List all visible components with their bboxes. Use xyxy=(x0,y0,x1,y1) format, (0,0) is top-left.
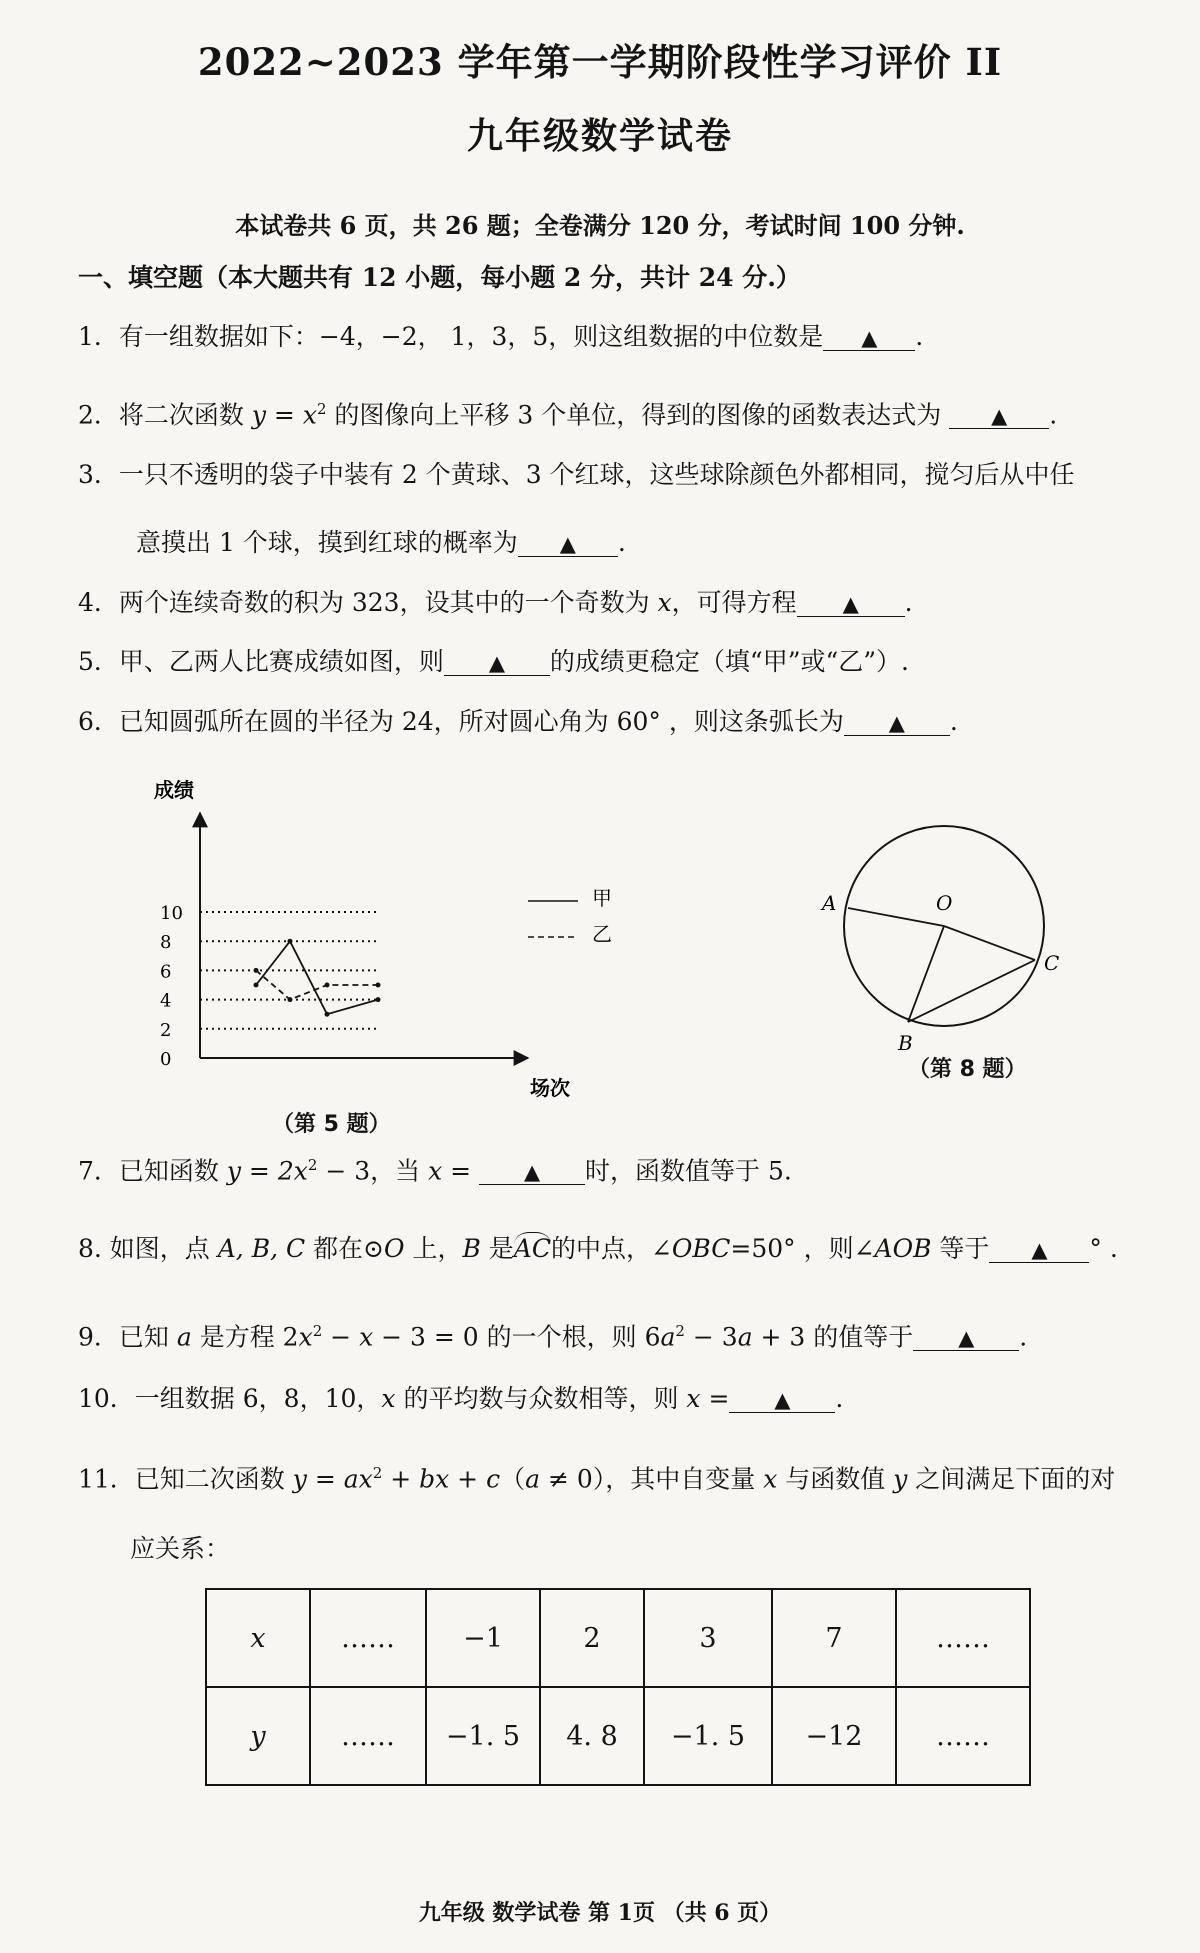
question-text: =50° ，则∠ xyxy=(730,1234,875,1263)
segment-ao xyxy=(848,908,944,926)
answer-blank xyxy=(479,1154,585,1185)
segment-oc xyxy=(944,926,1035,960)
answer-blank xyxy=(989,1232,1089,1263)
question-text: 应关系： xyxy=(130,1534,231,1563)
point-c: C xyxy=(1044,951,1060,975)
question-text: 4．两个连续奇数的积为 323，设其中的一个奇数为 xyxy=(78,588,658,617)
exam-subtitle: 九年级数学试卷 xyxy=(466,115,733,157)
y-tick-label: 0 xyxy=(160,1049,172,1070)
question-text: 2．将二次函数 xyxy=(78,400,252,430)
table-row-y xyxy=(206,1687,1030,1785)
question-text: 8. 如图，点 xyxy=(78,1234,218,1263)
question-text: − 3，当 xyxy=(317,1156,429,1186)
question-text: 是方程 2 xyxy=(191,1322,299,1352)
question-text: . xyxy=(617,528,626,557)
question-1 xyxy=(78,320,923,354)
question-7 xyxy=(78,1148,792,1188)
table-cell: …… xyxy=(896,1687,1030,1785)
question-text: ≠ 0），其中自变量 xyxy=(540,1464,764,1494)
table-cell: 2 xyxy=(540,1589,644,1687)
question-text: 的图像向上平移 3 个单位，得到的图像的函数表达式为 xyxy=(326,400,950,430)
series-line xyxy=(256,941,378,1014)
y-tick-label: 6 xyxy=(160,961,172,983)
table-cell: …… xyxy=(896,1589,1030,1687)
table-cell: y xyxy=(206,1687,310,1785)
answer-mark: ▲ xyxy=(888,711,905,735)
y-tick-label: 4 xyxy=(160,990,172,1012)
question-text: 时，函数值等于 5. xyxy=(585,1156,792,1186)
page-footer: 九年级 数学试卷 第 1页 （共 6 页） xyxy=(418,1900,782,1926)
table-cell: …… xyxy=(310,1589,426,1687)
variable: x xyxy=(763,1464,778,1494)
answer-blank xyxy=(444,645,550,676)
variable: x xyxy=(359,1322,374,1352)
question-text: = xyxy=(700,1384,730,1413)
table-cell: −12 xyxy=(772,1687,896,1785)
y-tick-label: 8 xyxy=(160,932,172,954)
question-10 xyxy=(78,1382,843,1416)
question-text: 5．甲、乙两人比赛成绩如图，则 xyxy=(78,647,444,676)
math-expression: + bx + c xyxy=(382,1464,501,1494)
section-heading: 一、填空题（本大题共有 12 小题，每小题 2 分，共计 24 分.） xyxy=(78,263,801,292)
figure-8-caption: （第 8 题） xyxy=(908,1057,1027,1082)
question-text: = xyxy=(442,1156,480,1186)
variable: O xyxy=(384,1234,405,1263)
variable: y xyxy=(893,1464,908,1494)
figure-8-diagram xyxy=(800,800,1090,1060)
data-point xyxy=(325,983,330,988)
answer-blank xyxy=(949,398,1049,429)
variable: x xyxy=(381,1384,396,1413)
question-text: 6．已知圆弧所在圆的半径为 24，所对圆心角为 60° ，则这条弧长为 xyxy=(78,707,844,736)
table-cell: x xyxy=(206,1589,310,1687)
question-text: 等于 xyxy=(931,1234,990,1263)
table-cell: 7 xyxy=(772,1589,896,1687)
table-cell: −1 xyxy=(426,1589,540,1687)
math-expression: y = 2x xyxy=(226,1156,308,1186)
question-text: 7．已知函数 xyxy=(78,1156,227,1186)
data-point xyxy=(254,983,259,988)
question-text: . xyxy=(835,1384,844,1413)
table-row-x xyxy=(206,1589,1030,1687)
answer-mark: ▲ xyxy=(991,404,1008,429)
question-text: . xyxy=(949,707,958,736)
data-point xyxy=(288,997,293,1002)
question-text: 之间满足下面的对 xyxy=(907,1464,1116,1494)
math-expression: y = x xyxy=(251,400,317,430)
question-11 xyxy=(78,1456,1115,1496)
question-text: . xyxy=(1049,400,1058,430)
answer-blank xyxy=(797,586,905,617)
answer-blank xyxy=(844,705,950,736)
answer-blank xyxy=(913,1320,1019,1351)
question-8 xyxy=(78,1232,1118,1266)
answer-mark: ▲ xyxy=(842,592,859,616)
y-tick-label: 10 xyxy=(160,903,183,924)
question-text: 是 xyxy=(480,1234,514,1263)
question-4 xyxy=(78,586,913,620)
question-text: 的中点，∠ xyxy=(550,1234,672,1263)
variable: x xyxy=(428,1156,443,1186)
figure-5-chart xyxy=(140,775,612,1130)
question-text: 1．有一组数据如下：−4，−2， 1，3，5，则这组数据的中位数是 xyxy=(78,322,824,351)
question-text: . xyxy=(1019,1322,1028,1352)
xy-value-table xyxy=(205,1588,1031,1786)
question-text: （ xyxy=(500,1464,526,1494)
figure-5-caption: （第 5 题） xyxy=(272,1112,391,1137)
table-cell: 4. 8 xyxy=(540,1687,644,1785)
point-o: O xyxy=(936,891,953,915)
y-ticks xyxy=(160,903,380,1070)
question-3-continued xyxy=(136,526,626,560)
question-text: 11．已知二次函数 xyxy=(78,1464,293,1494)
answer-mark: ▲ xyxy=(861,326,878,350)
question-text: − xyxy=(322,1322,360,1352)
answer-mark: ▲ xyxy=(488,651,505,675)
question-text: − 3 xyxy=(684,1322,738,1352)
question-3 xyxy=(78,458,1075,492)
chart-series xyxy=(254,939,381,1017)
point-b: B xyxy=(898,1031,913,1055)
question-text: 的平均数与众数相等，则 xyxy=(395,1384,687,1413)
question-text: 上， xyxy=(404,1234,463,1263)
legend-label-jia: 甲 xyxy=(592,886,612,910)
table-cell: …… xyxy=(310,1687,426,1785)
question-11-continued xyxy=(130,1532,230,1566)
table-cell: −1. 5 xyxy=(426,1687,540,1785)
question-text: ° . xyxy=(1089,1234,1118,1263)
table-cell: 3 xyxy=(644,1589,772,1687)
question-text: 3．一只不透明的袋子中装有 2 个黄球、3 个红球，这些球除颜色外都相同，搅匀后从中任 xyxy=(78,460,1075,489)
answer-mark: ▲ xyxy=(1031,1238,1048,1262)
variable: x xyxy=(657,588,672,617)
variable: a xyxy=(525,1464,540,1494)
answer-blank xyxy=(823,320,915,351)
question-text: . xyxy=(915,322,924,351)
data-point xyxy=(254,968,259,973)
legend-label-yi: 乙 xyxy=(592,922,612,946)
exponent: 2 xyxy=(372,1464,383,1482)
data-point xyxy=(376,997,381,1002)
question-text: + 3 的值等于 xyxy=(752,1322,914,1352)
question-5 xyxy=(78,645,909,679)
exponent: 2 xyxy=(675,1322,685,1340)
variable: a xyxy=(737,1322,753,1352)
variable: x xyxy=(686,1384,701,1413)
question-6 xyxy=(78,705,958,739)
question-2 xyxy=(78,392,1057,432)
x-axis-label: 场次 xyxy=(530,1076,570,1100)
angle-name: AOB xyxy=(874,1234,932,1263)
exam-info: 本试卷共 6 页，共 26 题；全卷满分 120 分，考试时间 100 分钟. xyxy=(235,211,965,240)
exponent: 2 xyxy=(307,1156,318,1174)
answer-blank xyxy=(518,526,618,557)
variable: a xyxy=(176,1322,192,1352)
point-names: A, B, C xyxy=(217,1234,306,1263)
point-a: A xyxy=(822,891,837,915)
answer-mark: ▲ xyxy=(774,1388,791,1412)
math-expression: y = ax xyxy=(292,1464,373,1494)
exponent: 2 xyxy=(316,400,327,418)
question-text: 的成绩更稳定（填“甲”或“乙”）. xyxy=(549,647,909,676)
data-point xyxy=(288,939,293,944)
question-text: 10．一组数据 6，8，10， xyxy=(78,1384,382,1413)
question-text: . xyxy=(904,588,913,617)
question-text: 意摸出 1 个球，摸到红球的概率为 xyxy=(136,528,518,557)
data-point xyxy=(376,983,381,988)
answer-mark: ▲ xyxy=(559,532,576,556)
data-point xyxy=(325,1012,330,1017)
question-9 xyxy=(78,1314,1027,1354)
answer-blank xyxy=(729,1382,835,1413)
exam-title: 2022~2023 学年第一学期阶段性学习评价 II xyxy=(197,40,1003,84)
exponent: 2 xyxy=(312,1322,323,1340)
y-axis-label: 成绩 xyxy=(154,778,194,802)
y-tick-label: 2 xyxy=(160,1019,172,1041)
answer-mark: ▲ xyxy=(958,1326,975,1351)
question-text: 都在⊙ xyxy=(305,1234,384,1263)
arc-ac: AC xyxy=(513,1234,551,1263)
question-text: − 3 = 0 的一个根，则 6 xyxy=(373,1322,661,1352)
variable: B xyxy=(462,1234,481,1263)
table-cell: −1. 5 xyxy=(644,1687,772,1785)
variable: a xyxy=(660,1322,676,1352)
answer-mark: ▲ xyxy=(523,1160,541,1185)
question-text: 与函数值 xyxy=(777,1464,894,1494)
question-text: ，可得方程 xyxy=(671,588,797,617)
angle-name: OBC xyxy=(671,1234,731,1263)
question-text: 9．已知 xyxy=(78,1322,177,1352)
variable: x xyxy=(298,1322,313,1352)
